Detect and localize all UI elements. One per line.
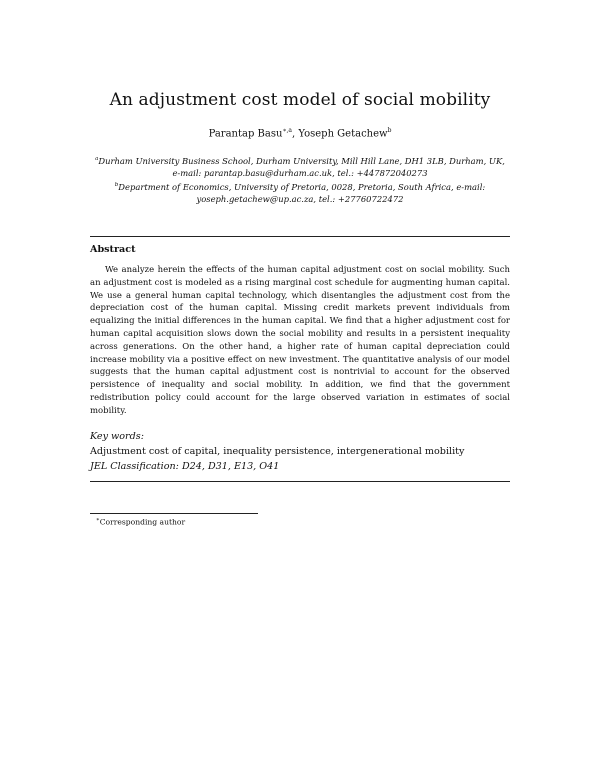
affiliation-mark: b xyxy=(114,182,119,188)
affiliation-text: Durham University Business School, Durham University, Mill Hill Lane, DH1 3LB, Durham, UK, e-mail: parantap.basu@durham.ac.uk, tel.: +447872040273 xyxy=(98,155,505,178)
author-name: Parantap Basu xyxy=(208,128,283,140)
footnote xyxy=(96,517,185,527)
abstract-heading: Abstract xyxy=(90,244,136,255)
abstract-bottom-rule xyxy=(90,481,510,482)
page-title: An adjustment cost model of social mobility xyxy=(109,90,491,110)
author-list xyxy=(0,127,600,139)
jel-classification: JEL Classification: D24, D31, E13, O41 xyxy=(90,461,280,472)
footnote-mark: ∗ xyxy=(96,517,100,523)
footnote-text: Corresponding author xyxy=(99,517,186,527)
author-mark: ∗,a xyxy=(282,127,292,134)
keywords-heading: Key words: xyxy=(90,431,144,442)
author-separator: , xyxy=(292,128,299,140)
abstract-text: We analyze herein the effects of the human capital adjustment cost on social mobility. Such an adjustment cost is modeled as a rising marginal cost schedule for augmenting human capital. We use a general human capital technology, which disentangles the adjustment cost from the depreciation cost of the human capital. Missing credit markets prevent individuals from equalizing the initial differences in the human capital. We find that a higher adjustment cost for human capital acquisition slows down the social mobility and results in a persistent inequality across generations. On the other hand, a higher rate of human capital depreciation could increase mobility via a positive effect on new investment. The quantitative analysis of our model suggests that the human capital adjustment cost is nontrivial to account for the observed persistence of inequality and social mobility. In addition, we find that the government redistribution policy could account for the large observed variation in estimates of social mobility. xyxy=(90,265,510,416)
affiliation-b xyxy=(90,179,510,205)
author-name: Yoseph Getachew xyxy=(298,128,388,140)
affiliation-text: Department of Economics, University of Pretoria, 0028, Pretoria, South Africa, e-mail: yoseph.getachew@up.ac.za, tel.: +27760722472 xyxy=(118,181,486,204)
keywords-text: Adjustment cost of capital, inequality persistence, intergenerational mobility xyxy=(90,446,465,457)
author-mark: b xyxy=(387,127,392,134)
abstract-top-rule xyxy=(90,236,510,237)
affiliation-a xyxy=(90,153,510,179)
footnote-rule xyxy=(90,513,258,514)
affiliation-mark: a xyxy=(95,156,99,162)
